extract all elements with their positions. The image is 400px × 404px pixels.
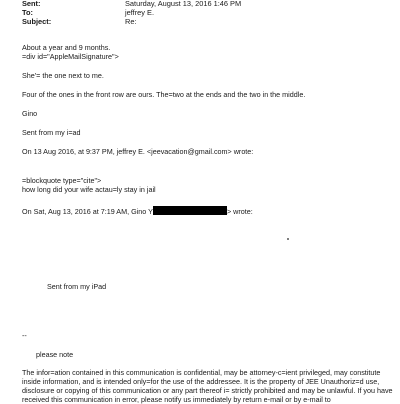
- subject-value: Re:: [125, 17, 137, 26]
- disclaimer-line: The infor=ation contained in this communication is confidential, may be attorney-c=ient privileged, may constitute: [22, 368, 381, 377]
- redaction-bar: [153, 206, 227, 215]
- stray-dot: [287, 238, 289, 240]
- to-value: jeffrey E.: [125, 8, 155, 17]
- attribution-suffix: > wrote:: [226, 207, 253, 216]
- sent-value: Saturday, August 13, 2016 1:46 PM: [125, 0, 242, 8]
- disclaimer-line: inside information, and is intended only=for the use of the addressee. It is the property of JEE Unauthoriz=d use,: [22, 377, 380, 386]
- sent-label: Sent:: [22, 0, 41, 8]
- to-label: To:: [22, 8, 33, 17]
- subject-label: Subject:: [22, 17, 52, 26]
- quote-attribution-2: [22, 205, 253, 216]
- sent-from-ipad: Sent from my iPad: [47, 282, 107, 291]
- disclaimer-line: disclosure or copying of this communication or any part thereof i= strictly prohibited and may be unlawful. If you have: [22, 386, 393, 395]
- body-line: About a year and 9 months.: [22, 43, 111, 52]
- separator-dashes: --: [22, 331, 27, 340]
- signature-name: Gino: [22, 109, 38, 118]
- quote-attribution: On 13 Aug 2016, at 9:37 PM, jeffrey E. <jeevacation@gmail.com> wrote:: [22, 147, 254, 156]
- body-line: She'= the one next to me.: [22, 71, 104, 80]
- body-line: =div id="AppleMailSignature">: [22, 52, 119, 61]
- disclaimer-line: received this communication in error, please notify us immediately by return e-mail or by e-mail to: [22, 395, 331, 404]
- quoted-question: how long did your wife actau=ly stay in jail: [22, 185, 156, 194]
- please-note: please note: [36, 350, 74, 359]
- attribution-prefix: On Sat, Aug 13, 2016 at 7:19 AM, Gino Y: [22, 207, 153, 216]
- body-line: =blockquote type="cite">: [22, 176, 102, 185]
- sent-from-line: Sent from my i=ad: [22, 128, 81, 137]
- body-line: Four of the ones in the front row are ours. The=two at the ends and the two in the middle.: [22, 90, 306, 99]
